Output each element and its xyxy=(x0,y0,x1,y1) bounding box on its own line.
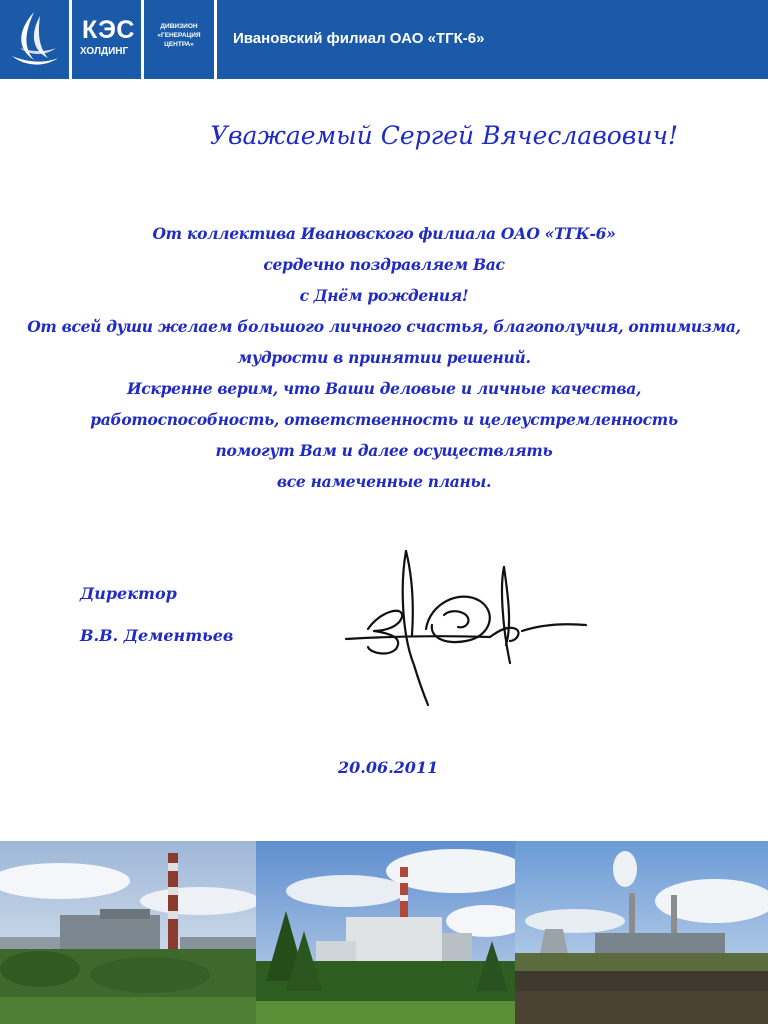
letter-date: 20.06.2011 xyxy=(338,758,439,777)
division-line: ДИВИЗИОН xyxy=(160,23,198,30)
greeting: Уважаемый Сергей Вячеславович! xyxy=(209,121,679,150)
letter-body xyxy=(0,218,768,497)
division-line: ЦЕНТРА» xyxy=(164,41,194,48)
body-line: все намеченные планы. xyxy=(276,472,492,491)
body-line: с Днём рождения! xyxy=(299,286,469,305)
body-line: мудрости в принятии решений. xyxy=(237,348,531,367)
logo-main-text: КЭС xyxy=(82,16,135,44)
branch-title: Ивановский филиал ОАО «ТГК-6» xyxy=(233,30,485,47)
division-text xyxy=(144,22,214,49)
body-line: Искренне верим, что Ваши деловые и личные качества, xyxy=(126,379,642,398)
power-plant-photo-3 xyxy=(515,841,768,1024)
body-line: От всей души желаем большого личного счастья, благополучия, оптимизма, xyxy=(27,317,741,336)
kes-holding-block xyxy=(72,0,141,79)
signatory-name: В.В. Дементьев xyxy=(80,626,234,645)
body-line: работоспособность, ответственность и целеустремленность xyxy=(90,410,678,429)
swirl-logo-icon xyxy=(0,0,69,79)
company-logo xyxy=(0,0,69,79)
power-plant-photo-2 xyxy=(256,841,515,1024)
header-bar xyxy=(0,0,768,80)
branch-title-block xyxy=(217,0,768,79)
body-line: помогут Вам и далее осуществлять xyxy=(215,441,553,460)
power-plant-photo-1 xyxy=(0,841,256,1024)
handwritten-signature xyxy=(340,545,590,710)
body-line: От коллектива Ивановского филиала ОАО «ТГК-6» xyxy=(152,224,616,243)
body-line: сердечно поздравляем Вас xyxy=(263,255,505,274)
division-line: «ГЕНЕРАЦИЯ xyxy=(157,32,201,39)
logo-sub-text: ХОЛДИНГ xyxy=(80,46,129,57)
photo-strip xyxy=(0,841,768,1024)
signatory-position: Директор xyxy=(80,584,177,603)
division-block xyxy=(144,0,214,79)
